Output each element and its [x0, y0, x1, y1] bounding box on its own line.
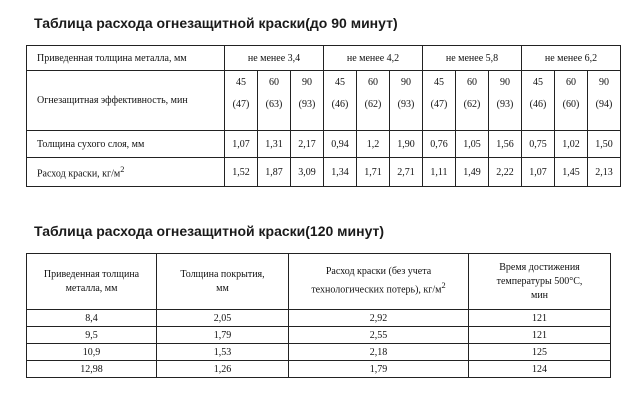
group-header: не менее 4,2: [324, 46, 423, 71]
consumption-row: [27, 158, 621, 187]
table-cell: 2,18: [289, 344, 469, 361]
thickness-cell: 1,31: [258, 131, 291, 158]
table-cell: 10,9: [27, 344, 157, 361]
table-cell: 12,98: [27, 361, 157, 378]
table-cell: 2,55: [289, 327, 469, 344]
consumption-cell: 1,45: [555, 158, 588, 187]
group-header: не менее 6,2: [522, 46, 621, 71]
table-cell: 1,79: [289, 361, 469, 378]
efficiency-cell: 45 (47): [225, 71, 258, 131]
efficiency-cell: 90 (93): [291, 71, 324, 131]
efficiency-cell: 90 (94): [588, 71, 621, 131]
group-header: не менее 5,8: [423, 46, 522, 71]
table-cell: 121: [469, 327, 611, 344]
table-cell: 1,79: [157, 327, 289, 344]
consumption-cell: 2,71: [390, 158, 423, 187]
table-row: [27, 310, 611, 327]
header-row: [27, 254, 611, 310]
efficiency-label: Огнезащитная эффективность, мин: [27, 71, 225, 131]
consumption-cell: 2,13: [588, 158, 621, 187]
group-header: не менее 3,4: [225, 46, 324, 71]
table-cell: 1,53: [157, 344, 289, 361]
table-cell: 125: [469, 344, 611, 361]
col-header-paint-consumption: Расход краски (без учета технологических потерь), $кг/м^2$: [289, 254, 469, 310]
efficiency-cell: 90 (93): [489, 71, 522, 131]
thickness-row: [27, 131, 621, 158]
table-cell: 121: [469, 310, 611, 327]
efficiency-cell: 60 (60): [555, 71, 588, 131]
thickness-cell: 1,90: [390, 131, 423, 158]
thickness-cell: 0,75: [522, 131, 555, 158]
table-cell: 1,26: [157, 361, 289, 378]
efficiency-row: [27, 71, 621, 131]
thickness-cell: 2,17: [291, 131, 324, 158]
consumption-cell: 1,11: [423, 158, 456, 187]
efficiency-cell: 45 (46): [324, 71, 357, 131]
consumption-cell: 1,49: [456, 158, 489, 187]
header-label: Приведенная толщина металла, мм: [27, 46, 225, 71]
thickness-cell: 1,2: [357, 131, 390, 158]
efficiency-cell: 60 (62): [357, 71, 390, 131]
table-row: [27, 344, 611, 361]
efficiency-cell: 90 (93): [390, 71, 423, 131]
table-row: [27, 327, 611, 344]
consumption-label: Расход краски, $кг/м^2$: [27, 158, 225, 187]
table-cell: 2,05: [157, 310, 289, 327]
efficiency-cell: 45 (46): [522, 71, 555, 131]
efficiency-cell: 60 (62): [456, 71, 489, 131]
consumption-table-90min: [26, 45, 621, 187]
consumption-cell: 1,07: [522, 158, 555, 187]
consumption-cell: 1,34: [324, 158, 357, 187]
consumption-cell: 1,52: [225, 158, 258, 187]
consumption-cell: 2,22: [489, 158, 522, 187]
table2-title: Таблица расхода огнезащитной краски(120 минут): [34, 223, 385, 239]
thickness-label: Толщина сухого слоя, мм: [27, 131, 225, 158]
thickness-cell: 0,94: [324, 131, 357, 158]
unit-superscript: 2: [120, 165, 125, 175]
thickness-cell: 1,07: [225, 131, 258, 158]
consumption-cell: 1,71: [357, 158, 390, 187]
table-cell: 2,92: [289, 310, 469, 327]
thickness-cell: 0,76: [423, 131, 456, 158]
table1-title: Таблица расхода огнезащитной краски(до 90 минут): [34, 15, 398, 31]
efficiency-cell: 45 (47): [423, 71, 456, 131]
thickness-cell: 1,56: [489, 131, 522, 158]
unit-superscript: 2: [441, 281, 446, 291]
thickness-cell: 1,05: [456, 131, 489, 158]
thickness-cell: 1,02: [555, 131, 588, 158]
table-cell: 9,5: [27, 327, 157, 344]
consumption-cell: 3,09: [291, 158, 324, 187]
table-cell: 124: [469, 361, 611, 378]
table-row: [27, 361, 611, 378]
efficiency-cell: 60 (63): [258, 71, 291, 131]
consumption-table-120min: [26, 253, 611, 378]
header-row: [27, 46, 621, 71]
col-header-coating-thickness: Толщина покрытия, мм: [157, 254, 289, 310]
table-cell: 8,4: [27, 310, 157, 327]
col-header-metal-thickness: Приведенная толщина металла, мм: [27, 254, 157, 310]
col-header-time-500c: Время достижения температуры 500°С, мин: [469, 254, 611, 310]
consumption-cell: 1,87: [258, 158, 291, 187]
thickness-cell: 1,50: [588, 131, 621, 158]
